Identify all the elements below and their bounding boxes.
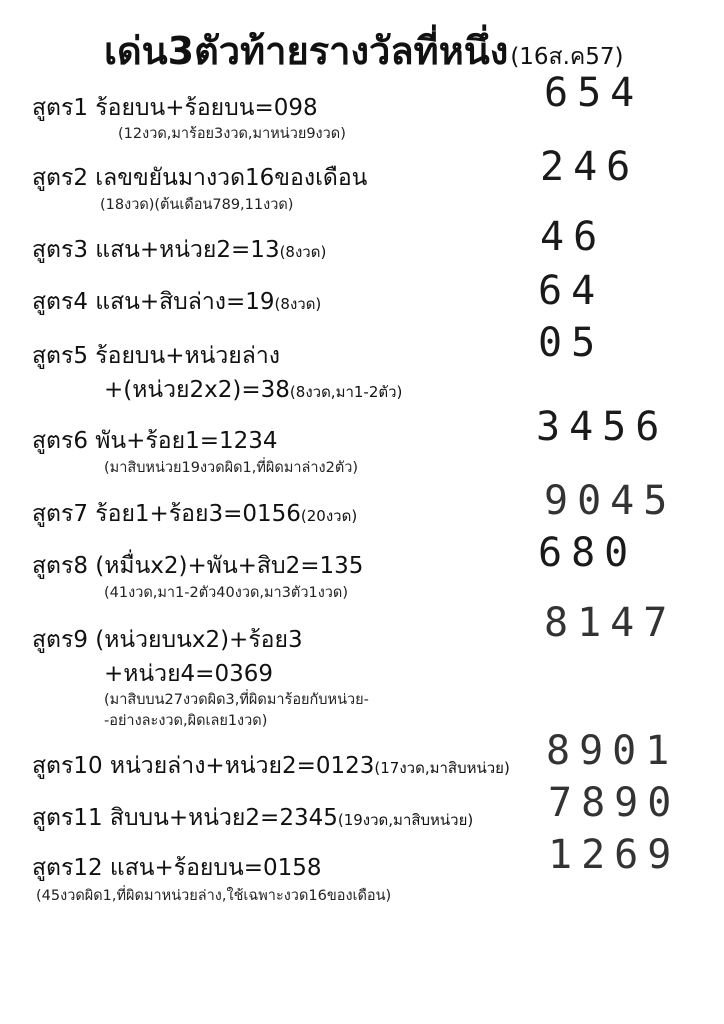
formula-2-result: 246 [540,144,640,190]
formula-10-label-text: สูตร10 หน่วยล่าง+หน่วย2=0123 [32,753,375,779]
formula-10-label [32,748,510,784]
formula-4-label [32,284,321,320]
formula-7-result: 9045 [544,478,677,524]
formula-10-result: 8901 [546,728,679,774]
formula-2-label: สูตร2 เลขขยันมางวด16ของเดือน [32,165,368,191]
formula-3-inline-note: (8งวด) [279,243,327,261]
formula-9-note-line2: -อย่างละงวด,ผิดเลย1งวด) [104,713,268,729]
formula-6-result: 3456 [536,404,669,450]
formula-1-note: (12งวด,มาร้อย3งวด,มาหน่วย9งวด) [118,126,346,142]
formula-5-label2-text: +(หน่วย2x2)=38 [104,377,290,403]
formula-7-inline-note: (20งวด) [300,507,358,525]
formula-11-label [32,800,473,836]
formula-3-result: 46 [540,214,607,260]
formula-5-result: 05 [538,320,605,366]
formula-9-note-line1: (มาสิบบน27งวดผิด3,ที่ผิดมาร้อยกับหน่วย- [104,692,369,708]
title-main: เด่น3ตัวท้ายรางวัลที่หนึ่ง [104,29,509,73]
formula-8-label: สูตร8 (หมื่นx2)+พัน+สิบ2=135 [32,553,364,579]
formula-12-result: 1269 [548,832,681,878]
formula-10-inline-note: (17งวด,มาสิบหน่วย) [374,759,510,777]
formula-9-label-line2: +หน่วย4=0369 [104,661,273,687]
formula-5-inline-note: (8งวด,มา1-2ตัว) [289,383,403,401]
formula-7-label [32,496,357,532]
formula-11-result: 7890 [548,780,681,826]
formula-5-label: สูตร5 ร้อยบน+หน่วยล่าง [32,343,281,369]
formula-1-result: 654 [544,70,644,116]
formula-4-result: 64 [538,268,605,314]
formula-9-label: สูตร9 (หน่วยบนx2)+ร้อย3 [32,627,303,653]
formula-11-inline-note: (19งวด,มาสิบหน่วย) [337,811,474,829]
formula-3-label [32,232,326,268]
formula-2-note: (18งวด)(ต้นเดือน789,11งวด) [100,197,294,213]
title-date: (16ส.ค57) [510,44,624,70]
formula-6-note: (มาสิบหน่วย19งวดผิด1,ที่ผิดมาล่าง2ตัว) [104,460,359,476]
formula-12-note: (45งวดผิด1,ที่ผิดมาหน่วยล่าง,ใช้เฉพาะงวด16ของเดือน) [36,888,392,904]
formula-7-label-text: สูตร7 ร้อย1+ร้อย3=0156 [32,501,301,527]
formula-1-label: สูตร1 ร้อยบน+ร้อยบน=098 [32,95,318,121]
formula-4-label-text: สูตร4 แสน+สิบล่าง=19 [32,289,275,315]
formula-11-label-text: สูตร11 สิบบน+หน่วย2=2345 [32,805,338,831]
formula-8-result: 680 [538,530,638,576]
formula-9-result: 8147 [544,600,677,646]
formula-6-label: สูตร6 พัน+ร้อย1=1234 [32,428,278,454]
formula-5-label-line2 [104,372,402,408]
formula-8-note: (41งวด,มา1-2ตัว40งวด,มา3ตัว1งวด) [104,585,349,601]
formula-12-label: สูตร12 แสน+ร้อยบน=0158 [32,855,322,881]
formula-4-inline-note: (8งวด) [274,295,322,313]
formula-3-label-text: สูตร3 แสน+หน่วย2=13 [32,237,280,263]
